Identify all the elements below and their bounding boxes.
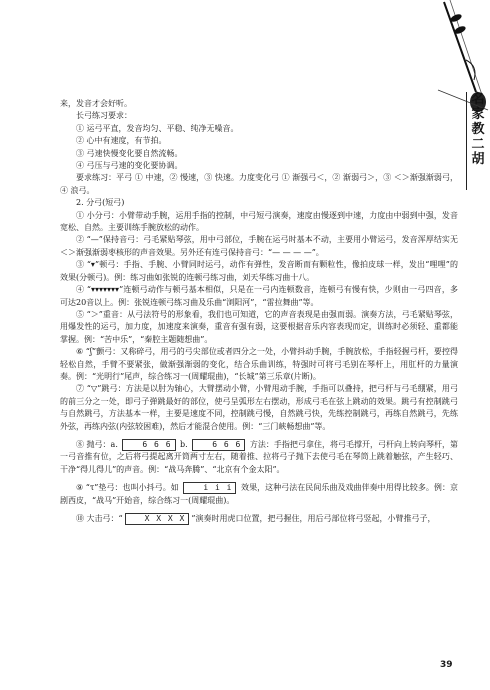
paragraph: ⑦ “▽”跳弓：方法是以肘为轴心，大臂摆动小臂，小臂甩动手腕，手指可以叠持，把弓杆与弓毛绷紧，用弓的前三分之一处，即弓子弹跳最好的部位，使弓呈弧形左右摆动，形成弓毛在弦上跳动的效果。跳弓有控制跳弓与自然跳弓，方法基本一样，主要是速度不同，控制跳弓慢，自然跳弓快，先练控制跳弓，再练自然跳弓，先练外弦，再练内弦(内弦较困难)，然后才能混合使用。例：“三门峡畅想曲”等。: [60, 384, 458, 431]
paragraph: 要求练习：平弓 ① 中速，② 慢速，③ 快速。力度变化弓 ① 渐强弓＜，② 渐弱弓＞，③ ＜＞渐强渐弱弓，④ 浪弓。: [60, 173, 458, 195]
paragraph: ⑤ “＞”重音：从弓法符号的形象看，我们也可知道，它的声音表现是由强而弱。演奏方法，弓毛紧贴琴弦，用爆发性的运弓，加力度，加速度来演奏，重音有强有弱，这要根据音乐内容表现而定，训练时必须轻、重都能掌握。例：“苦中乐”，“秦腔主题随想曲”。: [60, 309, 458, 344]
paragraph: ⑥ “ʃ”颤弓：又称碎弓，用弓的弓尖部位或者四分之一处，小臂抖动手腕，手腕放松，手指轻握弓杆，要控得轻松自然，手臂不要紧张，做渐强渐弱的变化，结合乐曲训练，特强时可将弓毛别在琴杆上，用肛杆的力量演奏。例：“光明行”尾声，综合练习一(周耀琨曲)，“长城”第三乐章(片断)。: [60, 347, 458, 381]
paragraph: ① 小分弓：小臂带动手腕，运用手指的控制，中弓短弓演奏，速度由慢逐到中速，力度由中弱到中强，发音宽松、自然。主要训练手腕放松的动作。: [60, 210, 458, 233]
list-item: ① 运弓平直，发音均匀、平稳、纯净无噪音。: [76, 123, 239, 133]
paragraph: 来，发音才会好听。: [60, 99, 132, 108]
list-item: ④ 弓压与弓速的变化要协调。: [76, 161, 183, 171]
page-number: 39: [440, 660, 453, 670]
paragraph: ④ “▾▾▾▾▾▾▾”连顿弓动作与顿弓基本相似，只是在一弓内连顿数音，连顿弓有慢有快，少则由一弓四音，多可达20音以上。例：张锐连顿弓练习曲及乐曲“浏阳河”，“雷拉舞曲”等。: [60, 285, 458, 307]
notation-example: 6 6 6: [122, 439, 175, 451]
side-rule: [466, 92, 467, 190]
notation-example: i i i: [183, 482, 236, 494]
paragraph: ② “—”保持音弓：弓毛紧贴琴弦，用中弓部位，手腕在运弓时基本不动，主要用小臂运弓，发音浑厚结实无＜＞渐强渐弱枣核形的声音效果。另外还有连弓保持音弓：“— — — —”。: [60, 235, 458, 257]
notation-example: 6 6 6: [192, 439, 245, 451]
body-text: [60, 98, 458, 525]
heading-practice: 长弓练习要求：: [76, 111, 132, 121]
list-item: ③ 弓速快慢变化要自然流畅。: [76, 148, 183, 158]
section-heading: 2. 分弓(短弓): [76, 198, 125, 208]
paragraph: ⑧ 抛弓：a. 6 6 6 b. 6 6 6 方法：手指把弓拿住，将弓毛撑开，弓杆向上转向琴杆，第一弓音推有位，之后将弓提起离开筒两寸左右，随着推、拉将弓子抛下去使弓毛在琴筒上跳着触弦，产生轻巧、干净“得儿得儿”的声音。例：“战马奔腾”、“北京有个金太阳”。: [60, 439, 458, 474]
paragraph: ⑨ “τ”垫弓：也叫小抖弓。如 i i i 效果，这种弓法在民间乐曲及戏曲伴奏中用得比较多。例：京剧西皮，“战马”开始音，综合练习一(周耀琨曲)。: [60, 483, 458, 505]
notation-example: X X X X: [125, 513, 190, 525]
paragraph: ⑩ 大击弓：“ X X X X ”演奏时用虎口位置，把弓握住，用后弓部位将弓竖起，小臂推弓子，: [76, 514, 436, 523]
side-title: 名 家 教 二 胡: [471, 92, 485, 167]
paragraph: ③ “▾”顿弓：手指、手腕、小臂同时运弓，动作有弹性，发音断而有颗粒性，像拍皮球一样，发出“哩哩”的效果(分顿弓)。例：练习曲如张锐的连顿弓练习曲，刘天华练习曲十八。: [60, 260, 458, 282]
list-item: ② 心中有速度，有节拍。: [76, 136, 167, 146]
